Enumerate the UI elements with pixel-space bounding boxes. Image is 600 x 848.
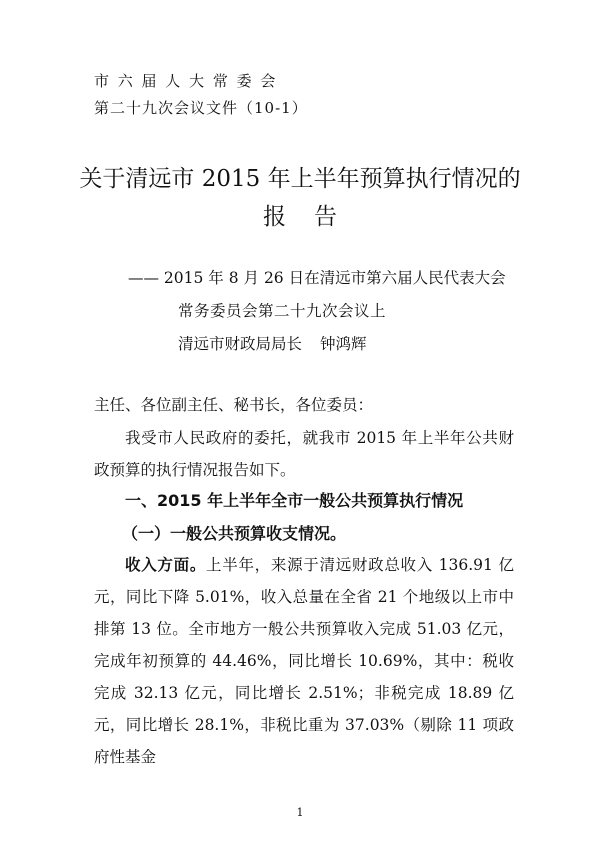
section-heading: 一、2015 年上半年全市一般公共预算执行情况 <box>125 491 464 510</box>
doc-header-line1: 市 六 届 人 大 常 委 会 <box>94 72 278 90</box>
intro-paragraph: 我受市人民政府的委托，就我市 2015 年上半年公共财政预算的执行情况报告如下。 <box>94 429 514 479</box>
report-subtitle-line1: —— 2015 年 8 月 26 日在清远市第六届人民代表大会 <box>128 269 506 287</box>
subsection-heading: （一）一般公共预算收支情况。 <box>122 524 347 543</box>
revenue-paragraph <box>94 549 514 773</box>
report-title: 关于清远市 2015 年上半年预算执行情况的 <box>79 166 521 192</box>
author-role: 清远市财政局局长 <box>178 335 303 353</box>
revenue-lead: 收入方面。 <box>125 555 207 574</box>
salutation: 主任、各位副主任、秘书长，各位委员： <box>94 396 374 414</box>
page-number: 1 <box>296 806 304 819</box>
report-author-line <box>178 332 367 354</box>
revenue-text: 上半年，来源于清远财政总收入 136.91 亿元，同比下降 5.01%，收入总量在全省 21 个地级以上市中排第 13 位。全市地方一般公共预算收入完成 51.03 亿元，完成年初预算的 44.46%，同比增长 10.69%，其中：税收完成 32.13 亿元，同比增长 2.51%；非税完成 18.89 亿元，同比增长 28.1%，非税比重为 37.03%（剔除 11 项政府性基金 <box>94 556 514 766</box>
report-title-line2: 报告 <box>263 204 365 230</box>
author-name: 钟鸿辉 <box>320 335 367 353</box>
doc-header-line2: 第二十九次会议文件（10-1） <box>94 99 308 117</box>
report-subtitle-line2: 常务委员会第二十九次会议上 <box>178 302 387 320</box>
